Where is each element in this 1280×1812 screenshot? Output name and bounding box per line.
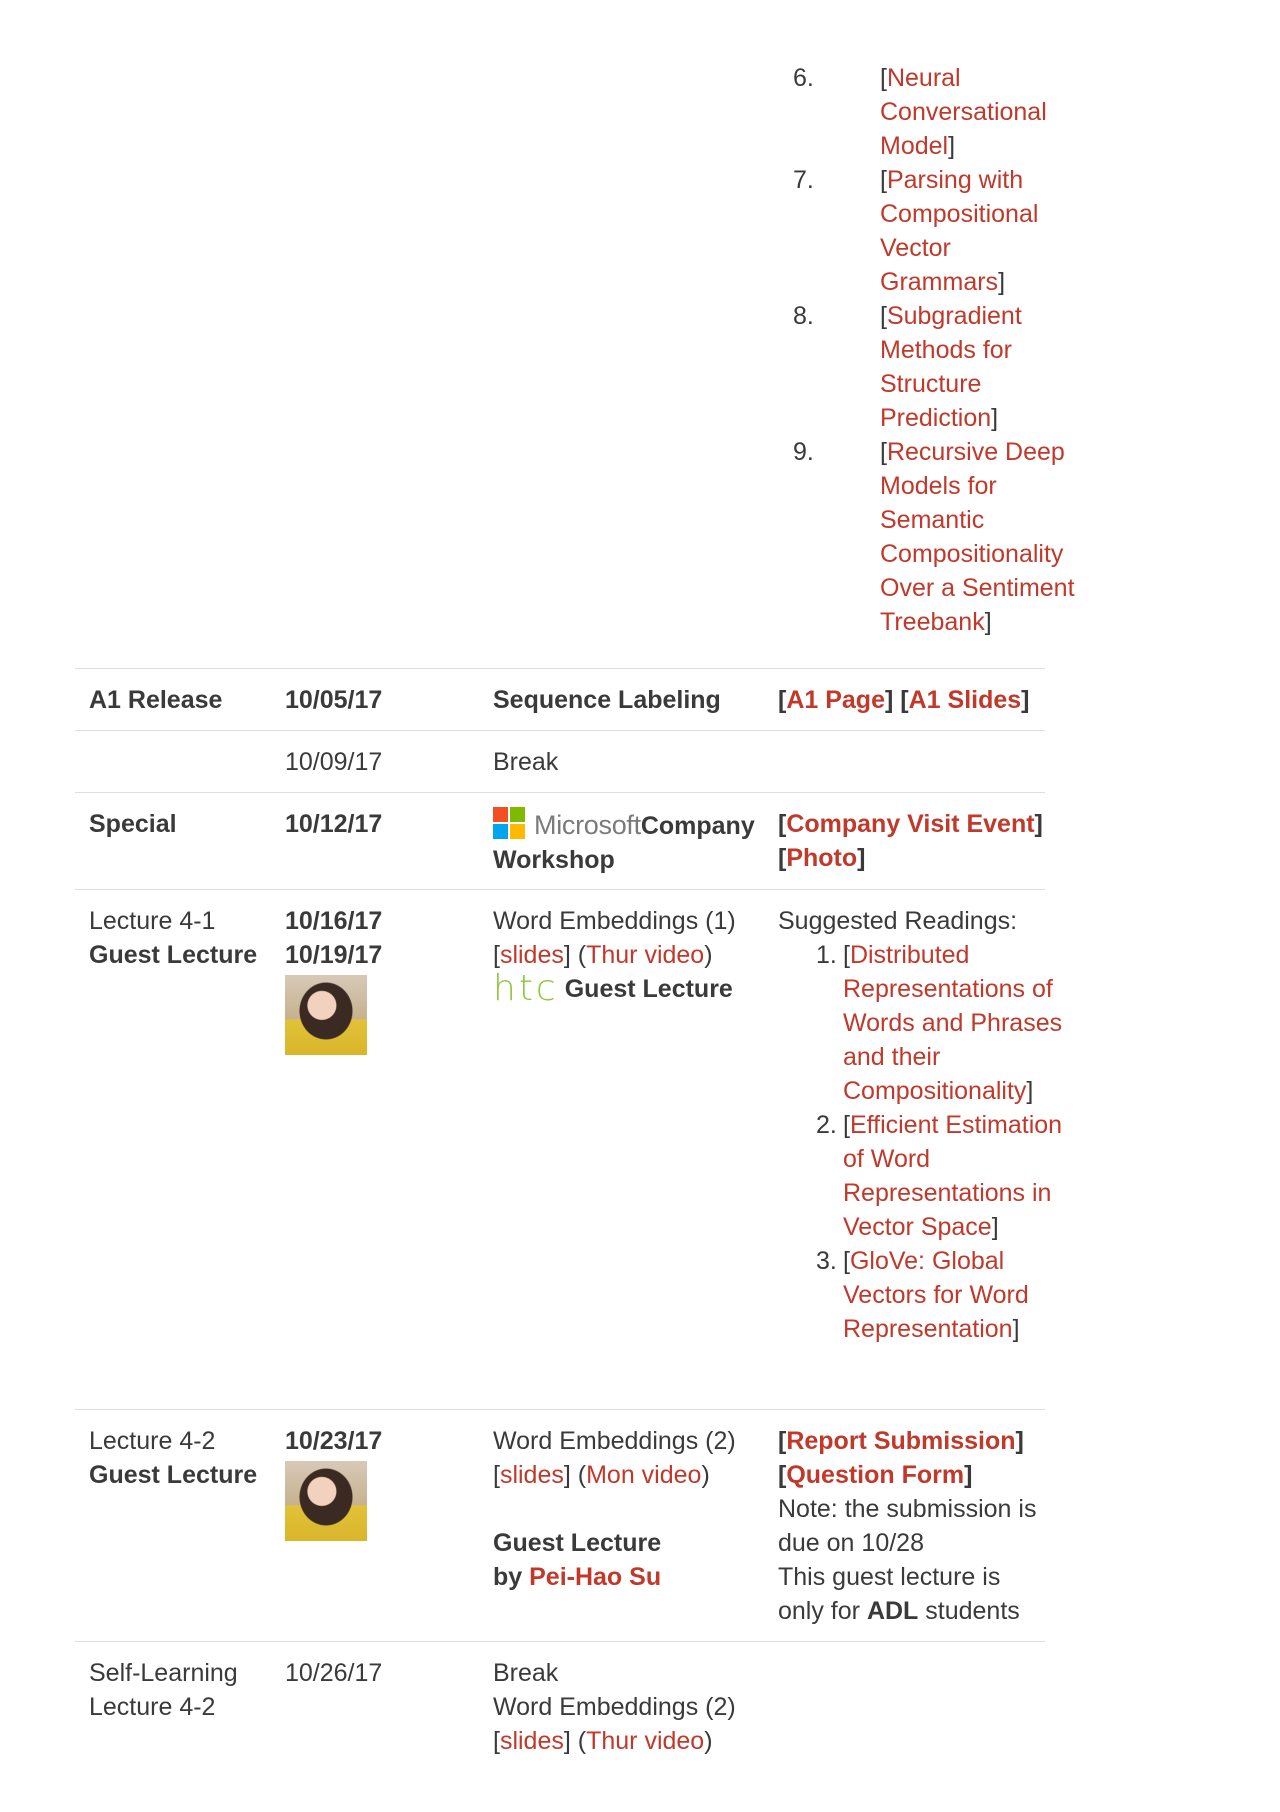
reading-item: 7. [Parsing with Compositional Vector Grammars] <box>793 166 1039 296</box>
speaker-link[interactable]: Pei-Hao Su <box>529 1563 662 1591</box>
reading-link[interactable]: Recursive Deep Models for Semantic Compositionality Over a Sentiment Treebank <box>880 438 1075 636</box>
speaker-avatar <box>285 975 367 1055</box>
video-link[interactable]: Mon video <box>586 1461 702 1489</box>
reading-link[interactable]: Subgradient Methods for Structure Prediction <box>880 302 1022 432</box>
video-link[interactable]: Thur video <box>586 1727 705 1755</box>
table-row-break <box>75 731 1045 793</box>
reading-link[interactable]: Parsing with Compositional Vector Grammars <box>880 166 1039 296</box>
speaker-avatar <box>285 1461 367 1541</box>
row-date: 10/23/17 <box>285 1424 475 1541</box>
row-topic: Sequence Labeling <box>493 686 721 714</box>
readings-block <box>778 904 1078 1346</box>
question-form-link[interactable]: Question Form <box>786 1461 965 1489</box>
table-row-lecture-4-1 <box>75 890 1063 1410</box>
readings-label: Suggested Readings: <box>778 907 1018 935</box>
reading-link[interactable]: Efficient Estimation of Word Representations in Vector Space <box>843 1111 1063 1241</box>
slides-link[interactable]: slides <box>499 1461 564 1489</box>
row-type: Lecture 4-1 Guest Lecture <box>89 907 258 969</box>
table-row-a1-release <box>75 669 1045 731</box>
table-row-readings-continued <box>75 0 1075 669</box>
row-date: 10/12/17 <box>285 810 383 838</box>
row-topic: Word Embeddings (2) [slides] (Mon video) Guest Lecture by Pei-Hao Su <box>493 1427 736 1591</box>
a1-slides-link[interactable]: A1 Slides <box>908 686 1022 714</box>
reading-item: 9. [Recursive Deep Models for Semantic Compositionality Over a Sentiment Treebank] <box>793 438 1075 636</box>
slides-link[interactable]: slides <box>499 941 564 969</box>
row-topic: MicrosoftCompany Workshop <box>493 807 783 877</box>
report-submission-link[interactable]: Report Submission <box>786 1427 1016 1455</box>
company-visit-link[interactable]: Company Visit Event <box>786 810 1035 838</box>
photo-link[interactable]: Photo <box>786 844 858 872</box>
video-link[interactable]: Thur video <box>586 941 705 969</box>
reading-link[interactable]: Distributed Representations of Words and Phrases and their Compositionality <box>843 941 1063 1105</box>
row-date: 10/09/17 <box>285 748 383 776</box>
row-dates: 10/16/17 10/19/17 <box>285 904 475 1055</box>
reading-item: 1. [Distributed Representations of Words and Phrases and their Compositionality] <box>816 941 1063 1105</box>
reading-link[interactable]: Neural Conversational Model <box>880 64 1047 160</box>
table-row-lecture-4-2 <box>75 1410 1045 1642</box>
microsoft-logo-icon <box>493 807 525 839</box>
microsoft-logo-text: Microsoft <box>534 810 641 840</box>
reading-item: 6. [Neural Conversational Model] <box>793 64 1047 160</box>
row-topic: Word Embeddings (1) [slides] (Thur video) htc Guest Lecture <box>493 907 736 1009</box>
row-type: A1 Release <box>89 686 223 714</box>
row-type: Self-Learning Lecture 4-2 <box>89 1659 238 1721</box>
row-type: Lecture 4-2 Guest Lecture <box>89 1427 258 1489</box>
row-topic: Break <box>493 748 559 776</box>
reading-link[interactable]: GloVe: Global Vectors for Word Representation <box>843 1247 1029 1343</box>
schedule-table <box>75 0 1075 1812</box>
readings-list <box>793 61 1075 639</box>
row-links: [Company Visit Event] [Photo] <box>778 810 1043 872</box>
row-links: [A1 Page] [A1 Slides] <box>778 686 1030 714</box>
table-row-self-learning <box>75 1642 1045 1812</box>
htc-logo-icon: htc <box>493 968 559 1009</box>
reading-item: 2. [Efficient Estimation of Word Representations in Vector Space] <box>816 1111 1063 1241</box>
row-type: Special <box>89 810 177 838</box>
row-links: [Report Submission] [Question Form] Note: the submission is due on 10/28 This guest lecture is only for ADL students <box>778 1427 1037 1625</box>
submission-note: Note: the submission is due on 10/28 <box>778 1495 1037 1557</box>
reading-item: 3. [GloVe: Global Vectors for Word Representation] <box>816 1247 1029 1343</box>
slides-link[interactable]: slides <box>499 1727 564 1755</box>
a1-page-link[interactable]: A1 Page <box>786 686 885 714</box>
row-date: 10/05/17 <box>285 686 383 714</box>
table-row-special <box>75 793 1045 890</box>
row-topic: Break Word Embeddings (2) [slides] (Thur video) <box>493 1659 736 1755</box>
row-date: 10/26/17 <box>285 1659 383 1687</box>
reading-item: 8. [Subgradient Methods for Structure Prediction] <box>793 302 1022 432</box>
